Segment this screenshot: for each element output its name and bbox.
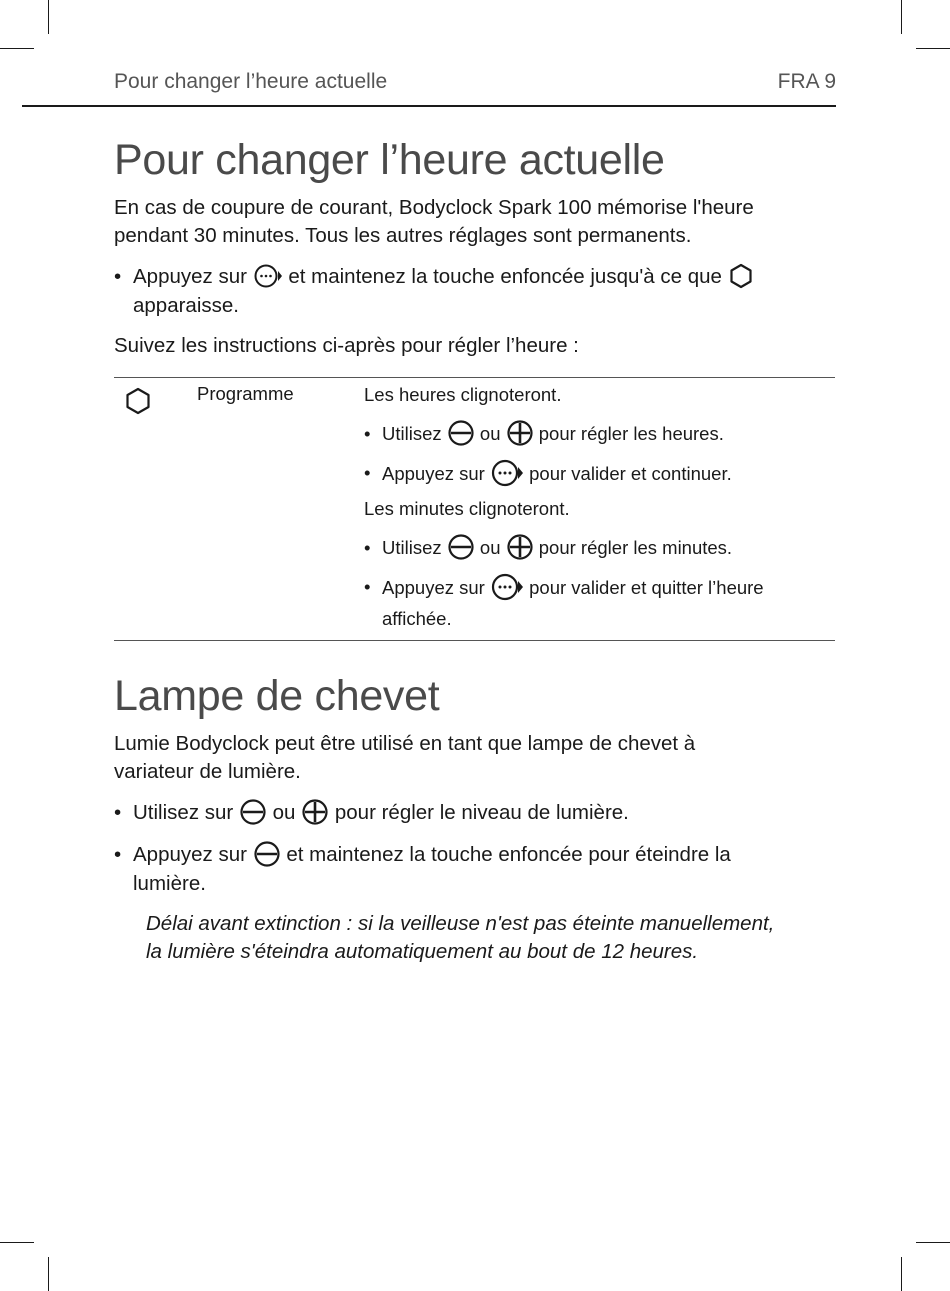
intro-paragraph — [114, 194, 836, 250]
minus-button-icon — [253, 840, 281, 868]
header-rule — [22, 105, 836, 107]
running-header — [114, 70, 836, 98]
table-bullet-text: ou — [479, 537, 501, 558]
bullet-text: lumière. — [133, 871, 206, 895]
crop-mark — [0, 1242, 34, 1243]
intro-line: En cas de coupure de courant, Bodyclock Spark 100 mémorise l'heure — [114, 196, 754, 219]
intro-line: variateur de lumière. — [114, 760, 301, 783]
menu-button-icon — [253, 262, 283, 290]
bullet-text: et maintenez la touche enfoncée jusqu'à ce que — [288, 265, 722, 288]
menu-button-icon — [490, 457, 524, 489]
bullet-item: • Appuyez sur et maintenez la touche enfoncée jusqu'à ce que apparaisse. — [114, 263, 836, 320]
table-bullet-text: pour valider et quitter l’heure — [529, 576, 764, 598]
clock-icon — [728, 262, 754, 290]
table-bullet: • Appuyez sur pour valider et quitter l’heure affichée. — [364, 573, 834, 632]
crop-mark — [916, 48, 950, 49]
crop-mark — [901, 0, 902, 34]
bullet-text: apparaisse. — [133, 293, 239, 317]
bullet-text: pour régler le niveau de lumière. — [334, 801, 629, 824]
bullet-text: Appuyez sur — [133, 843, 247, 866]
table-bullet-text: pour valider et continuer. — [529, 462, 732, 484]
plus-button-icon — [301, 798, 329, 826]
bullet-text: et maintenez la touche enfoncée pour éteindre la — [286, 843, 731, 866]
instructions-lead: Suivez les instructions ci-après pour régler l’heure : — [114, 334, 579, 357]
table-label-programme: Programme — [197, 383, 294, 404]
table-bullet: • Utilisez ou pour régler les heures. — [364, 420, 834, 449]
intro-paragraph — [114, 730, 836, 786]
running-header-title: Pour changer l’heure actuelle — [114, 70, 388, 93]
intro-line: pendant 30 minutes. Tous les autres réglages sont permanents. — [114, 224, 692, 247]
crop-mark — [48, 1257, 49, 1291]
table-bullet-text: affichée. — [382, 608, 452, 629]
section-heading-bedside-lamp: Lampe de chevet — [114, 672, 440, 720]
crop-mark — [916, 1242, 950, 1243]
table-bullet: • Utilisez ou pour régler les minutes. — [364, 534, 834, 563]
plus-button-icon — [506, 419, 534, 447]
table-bullet-text: ou — [479, 423, 501, 444]
note-line: la lumière s'éteindra automatiquement au bout de 12 heures. — [146, 940, 699, 963]
table-bullet-text: pour régler les heures. — [538, 423, 724, 444]
section-heading-change-time: Pour changer l’heure actuelle — [114, 136, 665, 184]
crop-mark — [0, 48, 34, 49]
crop-mark — [901, 1257, 902, 1291]
minus-button-icon — [239, 798, 267, 826]
table-bullet: • Appuyez sur pour valider et continuer. — [364, 459, 834, 491]
minus-button-icon — [447, 419, 475, 447]
auto-off-note — [146, 910, 836, 966]
bullet-text: Utilisez sur — [133, 801, 234, 824]
intro-line: Lumie Bodyclock peut être utilisé en tant que lampe de chevet à — [114, 732, 696, 755]
table-bullet-text: pour régler les minutes. — [538, 537, 733, 558]
table-text: Les heures clignoteront. — [364, 384, 562, 405]
table-bullet-text: Utilisez — [382, 537, 442, 558]
minus-button-icon — [447, 533, 475, 561]
menu-button-icon — [490, 571, 524, 603]
table-bottom-rule — [114, 640, 835, 641]
note-line: Délai avant extinction : si la veilleuse n'est pas éteinte manuellement, — [146, 912, 775, 935]
table-bullet-text: Appuyez sur — [382, 576, 485, 598]
table-bullet-text: Appuyez sur — [382, 462, 485, 484]
table-text: Les minutes clignoteront. — [364, 498, 570, 519]
plus-button-icon — [506, 533, 534, 561]
crop-mark — [48, 0, 49, 34]
bullet-item: • Appuyez sur et maintenez la touche enfoncée pour éteindre la lumière. — [114, 841, 836, 898]
bullet-text: Appuyez sur — [133, 265, 247, 288]
bullet-item: • Utilisez sur ou pour régler le niveau de lumière. — [114, 799, 836, 828]
table-bullet-text: Utilisez — [382, 423, 442, 444]
table-top-rule — [114, 377, 835, 378]
bullet-text: ou — [272, 801, 296, 824]
page-number: FRA 9 — [777, 70, 836, 93]
clock-icon — [124, 386, 152, 416]
